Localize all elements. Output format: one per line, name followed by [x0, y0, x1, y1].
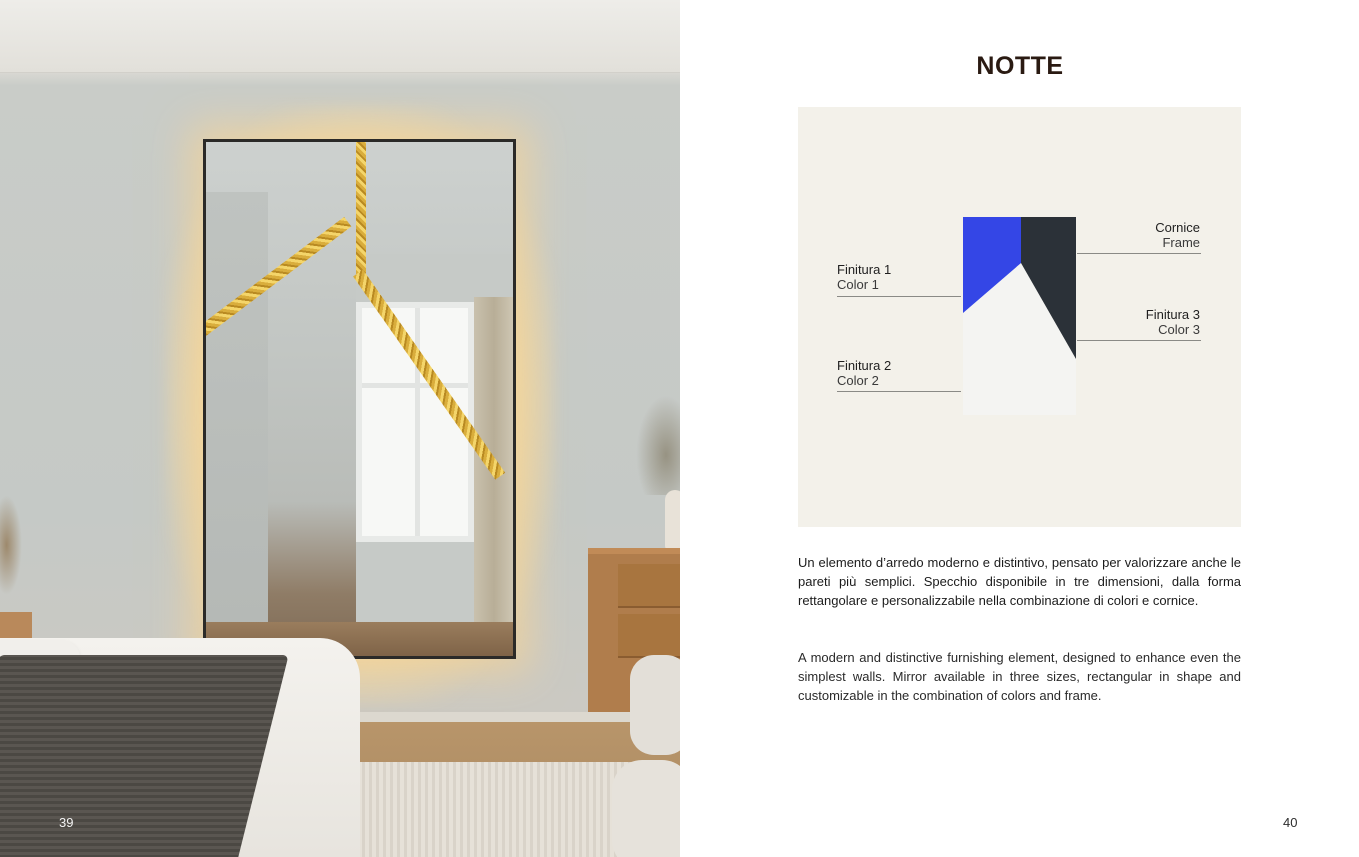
label-finitura-3-en: Color 3 — [1158, 322, 1200, 337]
label-finitura-3-it: Finitura 3 — [1145, 307, 1200, 322]
nightstand-left — [0, 612, 32, 640]
pouf — [612, 760, 680, 857]
ceiling — [0, 0, 680, 73]
gold-inlay-vertical — [356, 142, 366, 274]
label-finitura-3 — [1100, 307, 1200, 337]
dried-plant — [636, 395, 680, 495]
label-finitura-2 — [837, 358, 947, 388]
label-cornice-it: Cornice — [1155, 220, 1200, 235]
rug — [330, 762, 650, 857]
pouf — [630, 655, 680, 755]
mirror-reflection — [206, 142, 513, 656]
vase — [665, 490, 680, 550]
page-title: NOTTE — [976, 52, 1064, 80]
label-cornice-en: Frame — [1162, 235, 1200, 250]
description-english: A modern and distinctive furnishing element, designed to enhance even the simplest walls. Mirror available in three sizes, rectangular in shape and customizable in the combination of colors and frame. — [798, 650, 1241, 703]
leader-line-cornice — [1077, 253, 1201, 254]
swatch-graphic — [963, 217, 1076, 415]
baseboard — [340, 712, 640, 722]
knit-blanket — [0, 655, 289, 857]
notte-mirror — [203, 139, 516, 659]
label-finitura-1 — [837, 262, 947, 292]
label-cornice — [1100, 220, 1200, 250]
label-finitura-2-it: Finitura 2 — [837, 358, 892, 373]
page-number-left: 39 — [59, 815, 74, 830]
leader-line-finitura-2 — [837, 391, 961, 392]
dresser-drawer — [618, 614, 680, 658]
leader-line-finitura-1 — [837, 296, 961, 297]
page-number-right: 40 — [1283, 815, 1298, 830]
color-swatch-diagram — [963, 217, 1076, 415]
label-finitura-1-it: Finitura 1 — [837, 262, 892, 277]
label-finitura-1-en: Color 1 — [837, 277, 879, 292]
dresser-drawer — [618, 564, 680, 608]
reflected-wall-left — [206, 192, 268, 656]
plant-left — [0, 495, 22, 595]
label-finitura-2-en: Color 2 — [837, 373, 879, 388]
description-italian: Un elemento d’arredo moderno e distintivo, pensato per valorizzare anche le pareti più semplici. Specchio disponibile in tre dimensioni, dalla forma rettangolare e personalizzabile nella combinazione di colori e cornice. — [798, 555, 1241, 608]
leader-line-finitura-3 — [1077, 340, 1201, 341]
